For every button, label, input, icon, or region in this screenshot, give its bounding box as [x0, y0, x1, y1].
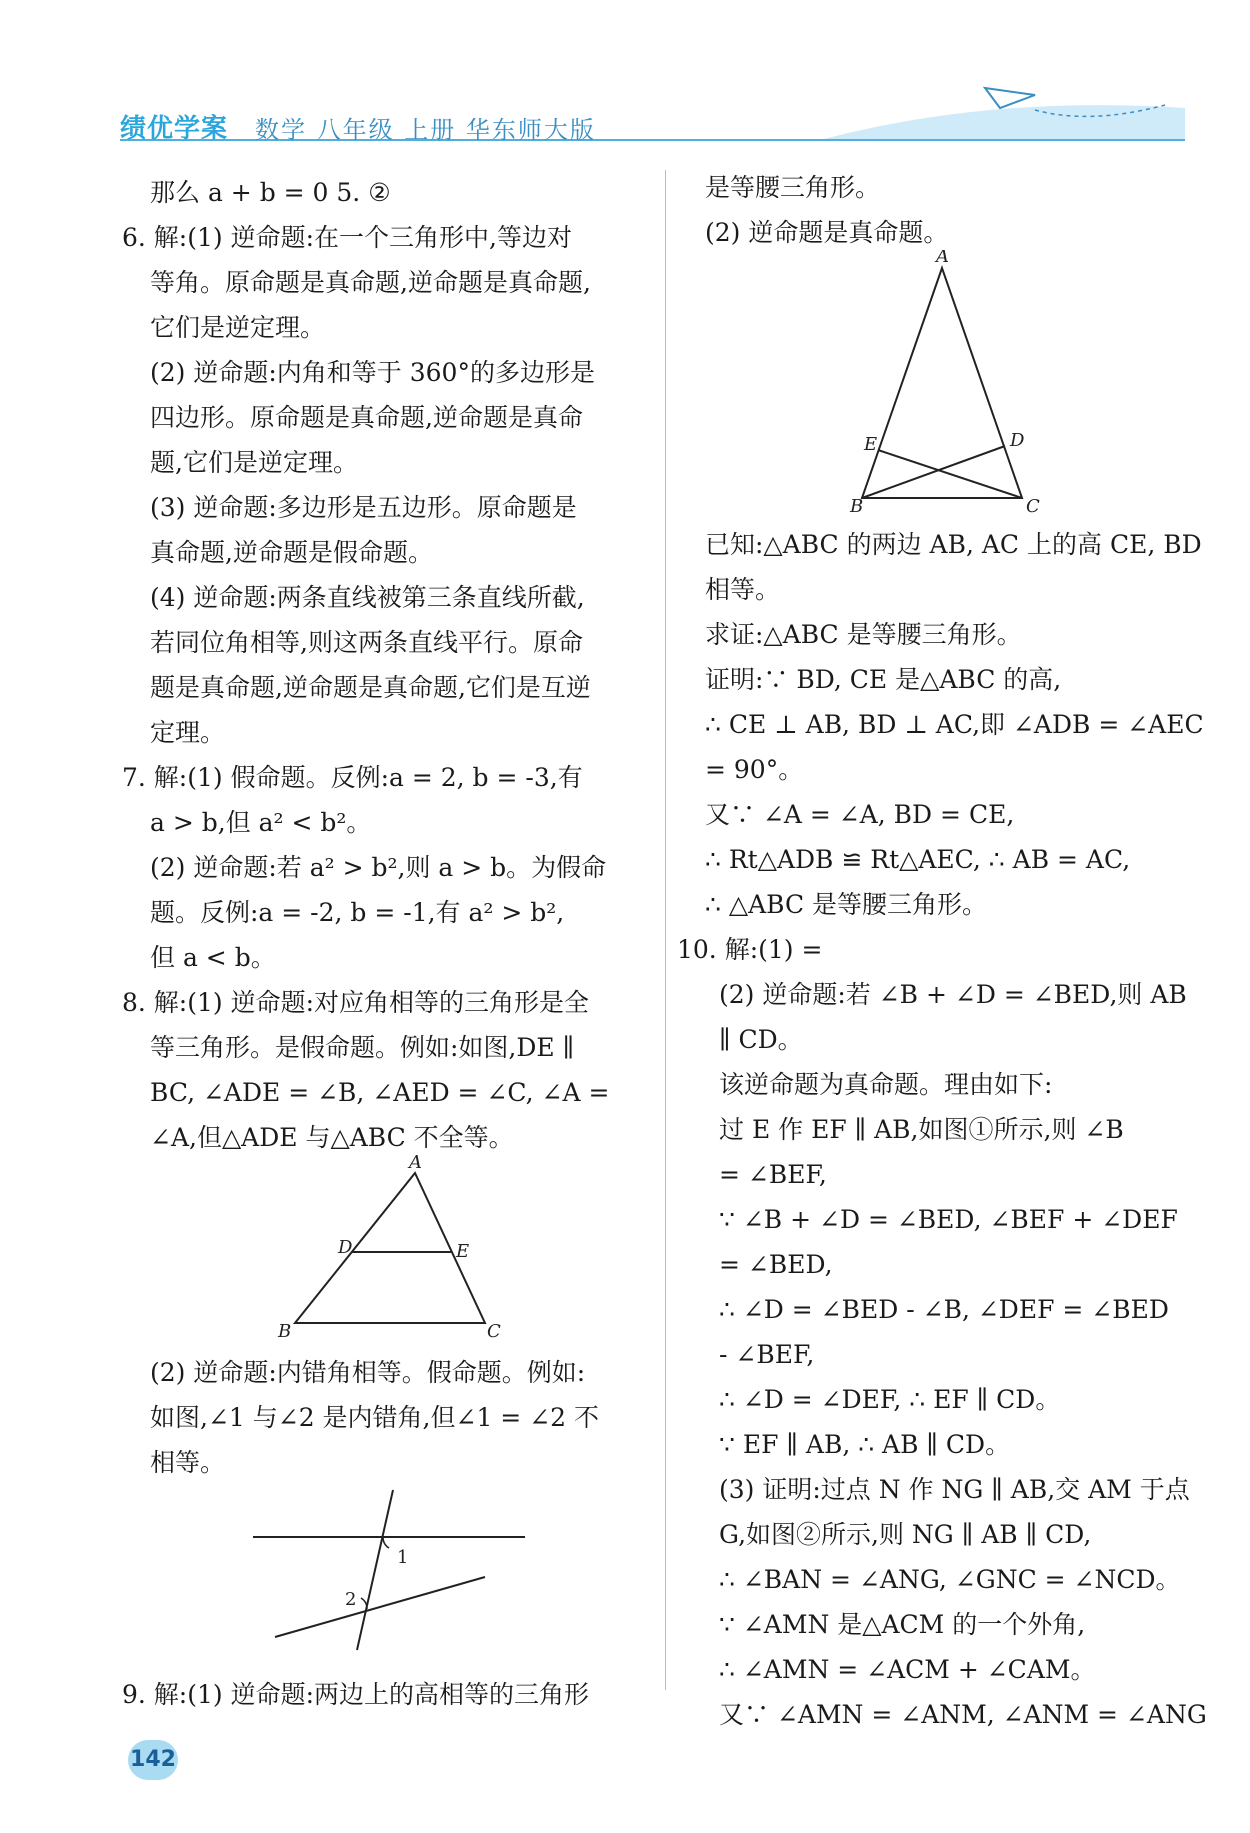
svg-text:D: D	[338, 1237, 353, 1258]
text-line: ∴ ∠D = ∠DEF, ∴ EF ∥ CD。	[719, 1385, 1061, 1414]
text-line: (4) 逆命题:两条直线被第三条直线所截,	[150, 583, 585, 612]
text-line: 9. 解:(1) 逆命题:两边上的高相等的三角形	[122, 1680, 590, 1709]
text-line: 证明:∵ BD, CE 是△ABC 的高,	[705, 665, 1062, 694]
svg-text:D: D	[1010, 430, 1025, 451]
text-line: - ∠BEF,	[719, 1340, 815, 1369]
text-line: a > b,但 a² < b²。	[150, 808, 372, 837]
svg-text:B: B	[278, 1321, 292, 1342]
text-line: 定理。	[150, 718, 226, 747]
paper-plane-icon	[985, 88, 1035, 108]
text-line: 题是真命题,逆命题是真命题,它们是互逆	[150, 673, 591, 702]
figure-alternate-angles	[245, 1485, 535, 1655]
svg-text:A: A	[936, 250, 949, 267]
text-line: ∥ CD。	[719, 1025, 803, 1054]
text-line: 若同位角相等,则这两条直线平行。原命	[150, 628, 583, 657]
left-column	[122, 170, 635, 1160]
text-line: 7. 解:(1) 假命题。反例:a = 2, b = -3,有	[122, 763, 583, 792]
svg-text:E: E	[864, 434, 878, 455]
svg-text:C: C	[487, 1321, 501, 1342]
text-line: G,如图②所示,则 NG ∥ AB ∥ CD,	[719, 1520, 1092, 1549]
column-divider	[665, 170, 666, 1690]
text-line: 是等腰三角形。	[705, 173, 881, 202]
text-line: (3) 逆命题:多边形是五边形。原命题是	[150, 493, 577, 522]
svg-text:B: B	[850, 496, 864, 515]
text-line: 相等。	[705, 575, 781, 604]
figure-isosceles-triangle	[840, 250, 1040, 515]
page-number-badge: 142	[128, 1740, 178, 1780]
text-line: ∴ Rt△ADB ≌ Rt△AEC, ∴ AB = AC,	[705, 845, 1131, 874]
text-line: (2) 逆命题:若 a² > b²,则 a > b。为假命	[150, 853, 607, 882]
text-line: 已知:△ABC 的两边 AB, AC 上的高 CE, BD	[705, 530, 1202, 559]
text-line: 6. 解:(1) 逆命题:在一个三角形中,等边对	[122, 223, 572, 252]
text-line: ∴ ∠D = ∠BED - ∠B, ∠DEF = ∠BED	[719, 1295, 1169, 1324]
text-line: 它们是逆定理。	[150, 313, 326, 342]
text-line: = ∠BEF,	[719, 1160, 827, 1189]
text-line: BC, ∠ADE = ∠B, ∠AED = ∠C, ∠A =	[150, 1078, 610, 1107]
right-column-part-2	[677, 522, 1207, 1737]
text-line: = 90°。	[705, 755, 804, 784]
text-line: ∴ CE ⊥ AB, BD ⊥ AC,即 ∠ADB = ∠AEC	[705, 710, 1204, 739]
text-line: (2) 逆命题:内错角相等。假命题。例如:	[150, 1358, 586, 1387]
text-line: 如图,∠1 与∠2 是内错角,但∠1 = ∠2 不	[150, 1403, 599, 1432]
text-line: ∵ ∠AMN 是△ACM 的一个外角,	[719, 1610, 1086, 1639]
text-line: 但 a < b。	[150, 943, 276, 972]
text-line: ∴ △ABC 是等腰三角形。	[705, 890, 988, 919]
text-line: ∠A,但△ADE 与△ABC 不全等。	[150, 1123, 514, 1152]
text-line: 等三角形。是假命题。例如:如图,DE ∥	[150, 1033, 575, 1062]
text-line: ∵ EF ∥ AB, ∴ AB ∥ CD。	[719, 1430, 1011, 1459]
text-line: 相等。	[150, 1448, 226, 1477]
text-line: 又∵ ∠AMN = ∠ANM, ∠ANM = ∠ANG	[719, 1700, 1207, 1729]
text-line: 四边形。原命题是真命题,逆命题是真命	[150, 403, 583, 432]
text-line: 题。反例:a = -2, b = -1,有 a² > b²,	[150, 898, 565, 927]
left-column-part-3	[122, 1672, 635, 1717]
brand-logo: 绩优学案	[120, 114, 229, 144]
text-line: 等角。原命题是真命题,逆命题是真命题,	[150, 268, 591, 297]
text-line: (2) 逆命题:内角和等于 360°的多边形是	[150, 358, 595, 387]
text-line: ∵ ∠B + ∠D = ∠BED, ∠BEF + ∠DEF	[719, 1205, 1178, 1234]
right-column	[705, 165, 1190, 255]
svg-text:E: E	[456, 1241, 470, 1262]
text-line: (3) 证明:过点 N 作 NG ∥ AB,交 AM 于点	[719, 1475, 1190, 1504]
svg-text:C: C	[1026, 496, 1040, 515]
text-line: ∴ ∠BAN = ∠ANG, ∠GNC = ∠NCD。	[719, 1565, 1181, 1594]
text-line: 真命题,逆命题是假命题。	[150, 538, 433, 567]
text-line: 那么 a + b = 0 5. ②	[150, 178, 391, 207]
text-line: 过 E 作 EF ∥ AB,如图①所示,则 ∠B	[719, 1115, 1124, 1144]
figure-triangle-de-parallel-bc	[270, 1155, 510, 1345]
svg-text:2: 2	[345, 1589, 357, 1610]
text-line: 题,它们是逆定理。	[150, 448, 358, 477]
text-line: 8. 解:(1) 逆命题:对应角相等的三角形是全	[122, 988, 590, 1017]
text-line: 又∵ ∠A = ∠A, BD = CE,	[705, 800, 1015, 829]
svg-text:1: 1	[397, 1547, 409, 1568]
text-line: 求证:△ABC 是等腰三角形。	[705, 620, 1022, 649]
text-line: = ∠BED,	[719, 1250, 833, 1279]
text-line: 10. 解:(1) =	[677, 935, 823, 964]
svg-text:A: A	[409, 1155, 422, 1173]
left-column-part-2	[150, 1350, 635, 1485]
book-subtitle: 数学 八年级 上册 华东师大版	[255, 116, 596, 144]
text-line: 该逆命题为真命题。理由如下:	[719, 1070, 1053, 1099]
page-header	[0, 0, 1250, 160]
text-line: (2) 逆命题:若 ∠B + ∠D = ∠BED,则 AB	[719, 980, 1187, 1009]
text-line: (2) 逆命题是真命题。	[705, 218, 949, 247]
text-line: ∴ ∠AMN = ∠ACM + ∠CAM。	[719, 1655, 1096, 1684]
